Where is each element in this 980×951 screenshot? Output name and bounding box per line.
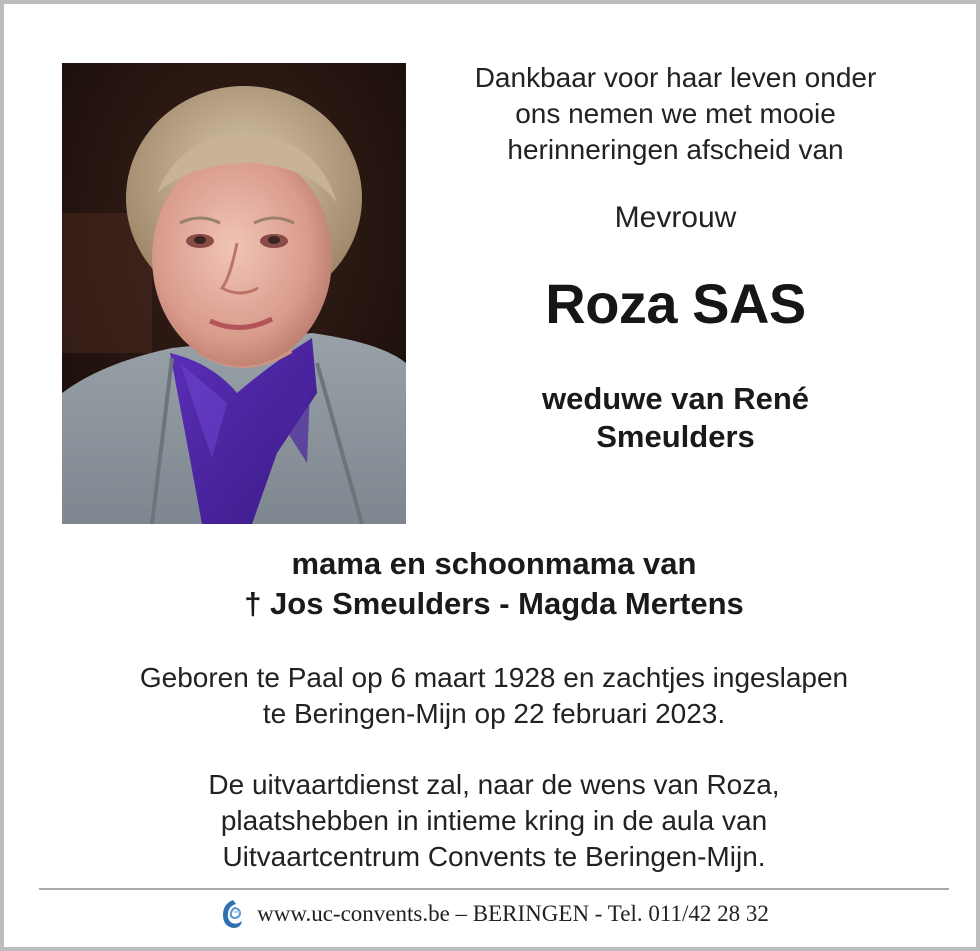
widow-of [424,380,927,456]
footer [4,896,980,932]
intro-line: herinneringen afscheid van [507,134,844,165]
intro-line: ons nemen we met mooie [515,98,836,129]
funeral-text [4,767,980,875]
widow-line: Smeulders [596,419,755,454]
intro-text [424,60,927,168]
family-text [4,544,980,624]
birth-death-text [4,660,980,732]
footer-contact[interactable]: www.uc-convents.be – BERINGEN - Tel. 011/42 28 32 [257,901,769,926]
funeral-line: Uitvaartcentrum Convents te Beringen-Mijn. [222,841,766,872]
widow-line: weduwe van René [541,381,810,416]
intro-line: Dankbaar voor haar leven onder [474,62,877,93]
honorific: Mevrouw [614,201,737,234]
portrait-illustration [62,63,406,524]
family-line: mama en schoonmama van [291,546,697,581]
born-line: te Beringen-Mijn op 22 februari 2023. [262,698,726,729]
footer-divider [39,888,949,890]
funeral-line: plaatshebben in intieme kring in de aula van [220,805,768,836]
born-line: Geboren te Paal op 6 maart 1928 en zachtjes ingeslapen [139,662,849,693]
family-line: † Jos Smeulders - Magda Mertens [244,586,744,621]
portrait-photo [62,63,406,524]
convents-logo-icon [219,898,245,930]
funeral-line: De uitvaartdienst zal, naar de wens van Roza, [208,769,780,800]
deceased-name: Roza SAS [545,272,806,335]
